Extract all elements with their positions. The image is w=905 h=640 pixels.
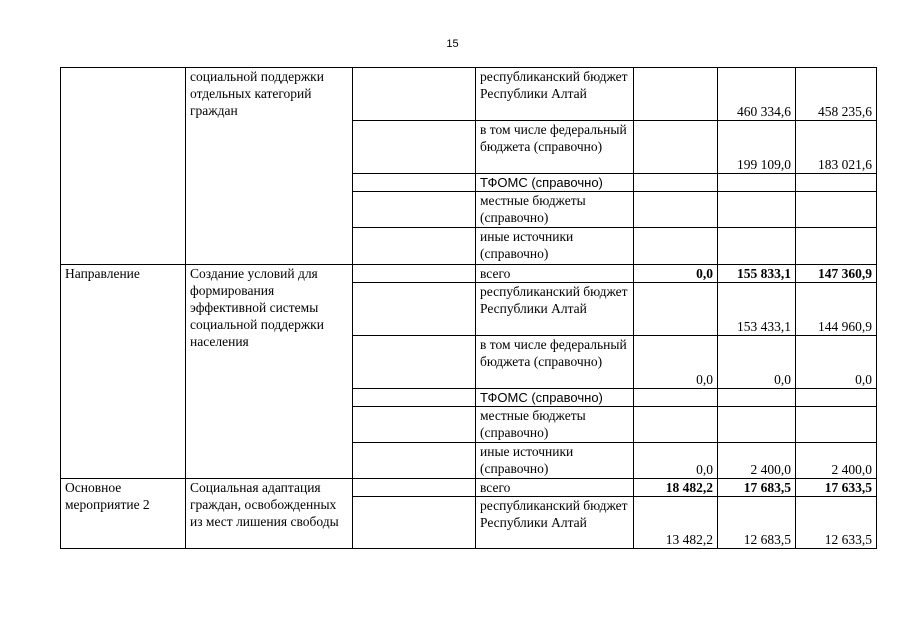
amount-cell-2: 0,0 — [718, 336, 796, 389]
amount-cell-3 — [796, 174, 877, 192]
amount-cell-2: 199 109,0 — [718, 121, 796, 174]
funding-source-cell: ТФОМС (справочно) — [476, 174, 634, 192]
amount-cell-2: 12 683,5 — [718, 497, 796, 549]
amount-cell-3: 183 021,6 — [796, 121, 877, 174]
table-row — [61, 265, 877, 283]
amount-cell-2 — [718, 389, 796, 407]
amount-cell-2 — [718, 192, 796, 228]
amount-cell-3: 2 400,0 — [796, 443, 877, 479]
blank-cell — [353, 336, 476, 389]
amount-cell-3: 458 235,6 — [796, 68, 877, 121]
item-name-cell: Социальная адаптация граждан, освобожденных из мест лишения свободы — [186, 479, 353, 549]
blank-cell — [353, 389, 476, 407]
funding-source-cell: местные бюджеты (справочно) — [476, 407, 634, 443]
amount-cell-2: 2 400,0 — [718, 443, 796, 479]
amount-cell-3: 144 960,9 — [796, 283, 877, 336]
item-type-cell — [61, 68, 186, 265]
item-name-cell: Создание условий для формирования эффективной системы социальной поддержки населения — [186, 265, 353, 479]
amount-cell-2 — [718, 174, 796, 192]
amount-cell-1: 13 482,2 — [634, 497, 718, 549]
funding-source-cell: иные источники (справочно) — [476, 443, 634, 479]
item-name-cell: социальной поддержки отдельных категорий граждан — [186, 68, 353, 265]
blank-cell — [353, 265, 476, 283]
amount-cell-3: 12 633,5 — [796, 497, 877, 549]
amount-cell-3 — [796, 389, 877, 407]
funding-source-cell: республиканский бюджет Республики Алтай — [476, 283, 634, 336]
table-row — [61, 479, 877, 497]
blank-cell — [353, 443, 476, 479]
amount-cell-2: 460 334,6 — [718, 68, 796, 121]
funding-source-cell: ТФОМС (справочно) — [476, 389, 634, 407]
amount-cell-1: 0,0 — [634, 336, 718, 389]
amount-cell-1 — [634, 228, 718, 265]
amount-cell-1: 18 482,2 — [634, 479, 718, 497]
table-row — [61, 68, 877, 121]
amount-cell-2: 17 683,5 — [718, 479, 796, 497]
amount-cell-1 — [634, 174, 718, 192]
blank-cell — [353, 68, 476, 121]
amount-cell-3 — [796, 192, 877, 228]
amount-cell-2 — [718, 228, 796, 265]
amount-cell-1: 0,0 — [634, 265, 718, 283]
blank-cell — [353, 174, 476, 192]
item-type-cell: Направление — [61, 265, 186, 479]
budget-table-body — [61, 68, 877, 549]
blank-cell — [353, 283, 476, 336]
funding-source-cell: всего — [476, 265, 634, 283]
page-number: 15 — [446, 38, 459, 50]
amount-cell-3 — [796, 228, 877, 265]
amount-cell-1 — [634, 389, 718, 407]
blank-cell — [353, 192, 476, 228]
blank-cell — [353, 228, 476, 265]
amount-cell-2: 155 833,1 — [718, 265, 796, 283]
funding-source-cell: иные источники (справочно) — [476, 228, 634, 265]
amount-cell-1 — [634, 121, 718, 174]
amount-cell-1 — [634, 68, 718, 121]
amount-cell-3 — [796, 407, 877, 443]
amount-cell-3: 0,0 — [796, 336, 877, 389]
amount-cell-1: 0,0 — [634, 443, 718, 479]
funding-source-cell: республиканский бюджет Республики Алтай — [476, 68, 634, 121]
amount-cell-1 — [634, 407, 718, 443]
blank-cell — [353, 407, 476, 443]
amount-cell-3: 147 360,9 — [796, 265, 877, 283]
blank-cell — [353, 121, 476, 174]
item-type-cell: Основное мероприятие 2 — [61, 479, 186, 549]
funding-source-cell: всего — [476, 479, 634, 497]
blank-cell — [353, 497, 476, 549]
funding-source-cell: республиканский бюджет Республики Алтай — [476, 497, 634, 549]
amount-cell-1 — [634, 192, 718, 228]
funding-source-cell: в том числе федеральный бюджета (справочно) — [476, 121, 634, 174]
blank-cell — [353, 479, 476, 497]
funding-source-cell: в том числе федеральный бюджета (справочно) — [476, 336, 634, 389]
budget-table — [60, 67, 877, 549]
amount-cell-2: 153 433,1 — [718, 283, 796, 336]
amount-cell-1 — [634, 283, 718, 336]
amount-cell-3: 17 633,5 — [796, 479, 877, 497]
amount-cell-2 — [718, 407, 796, 443]
funding-source-cell: местные бюджеты (справочно) — [476, 192, 634, 228]
